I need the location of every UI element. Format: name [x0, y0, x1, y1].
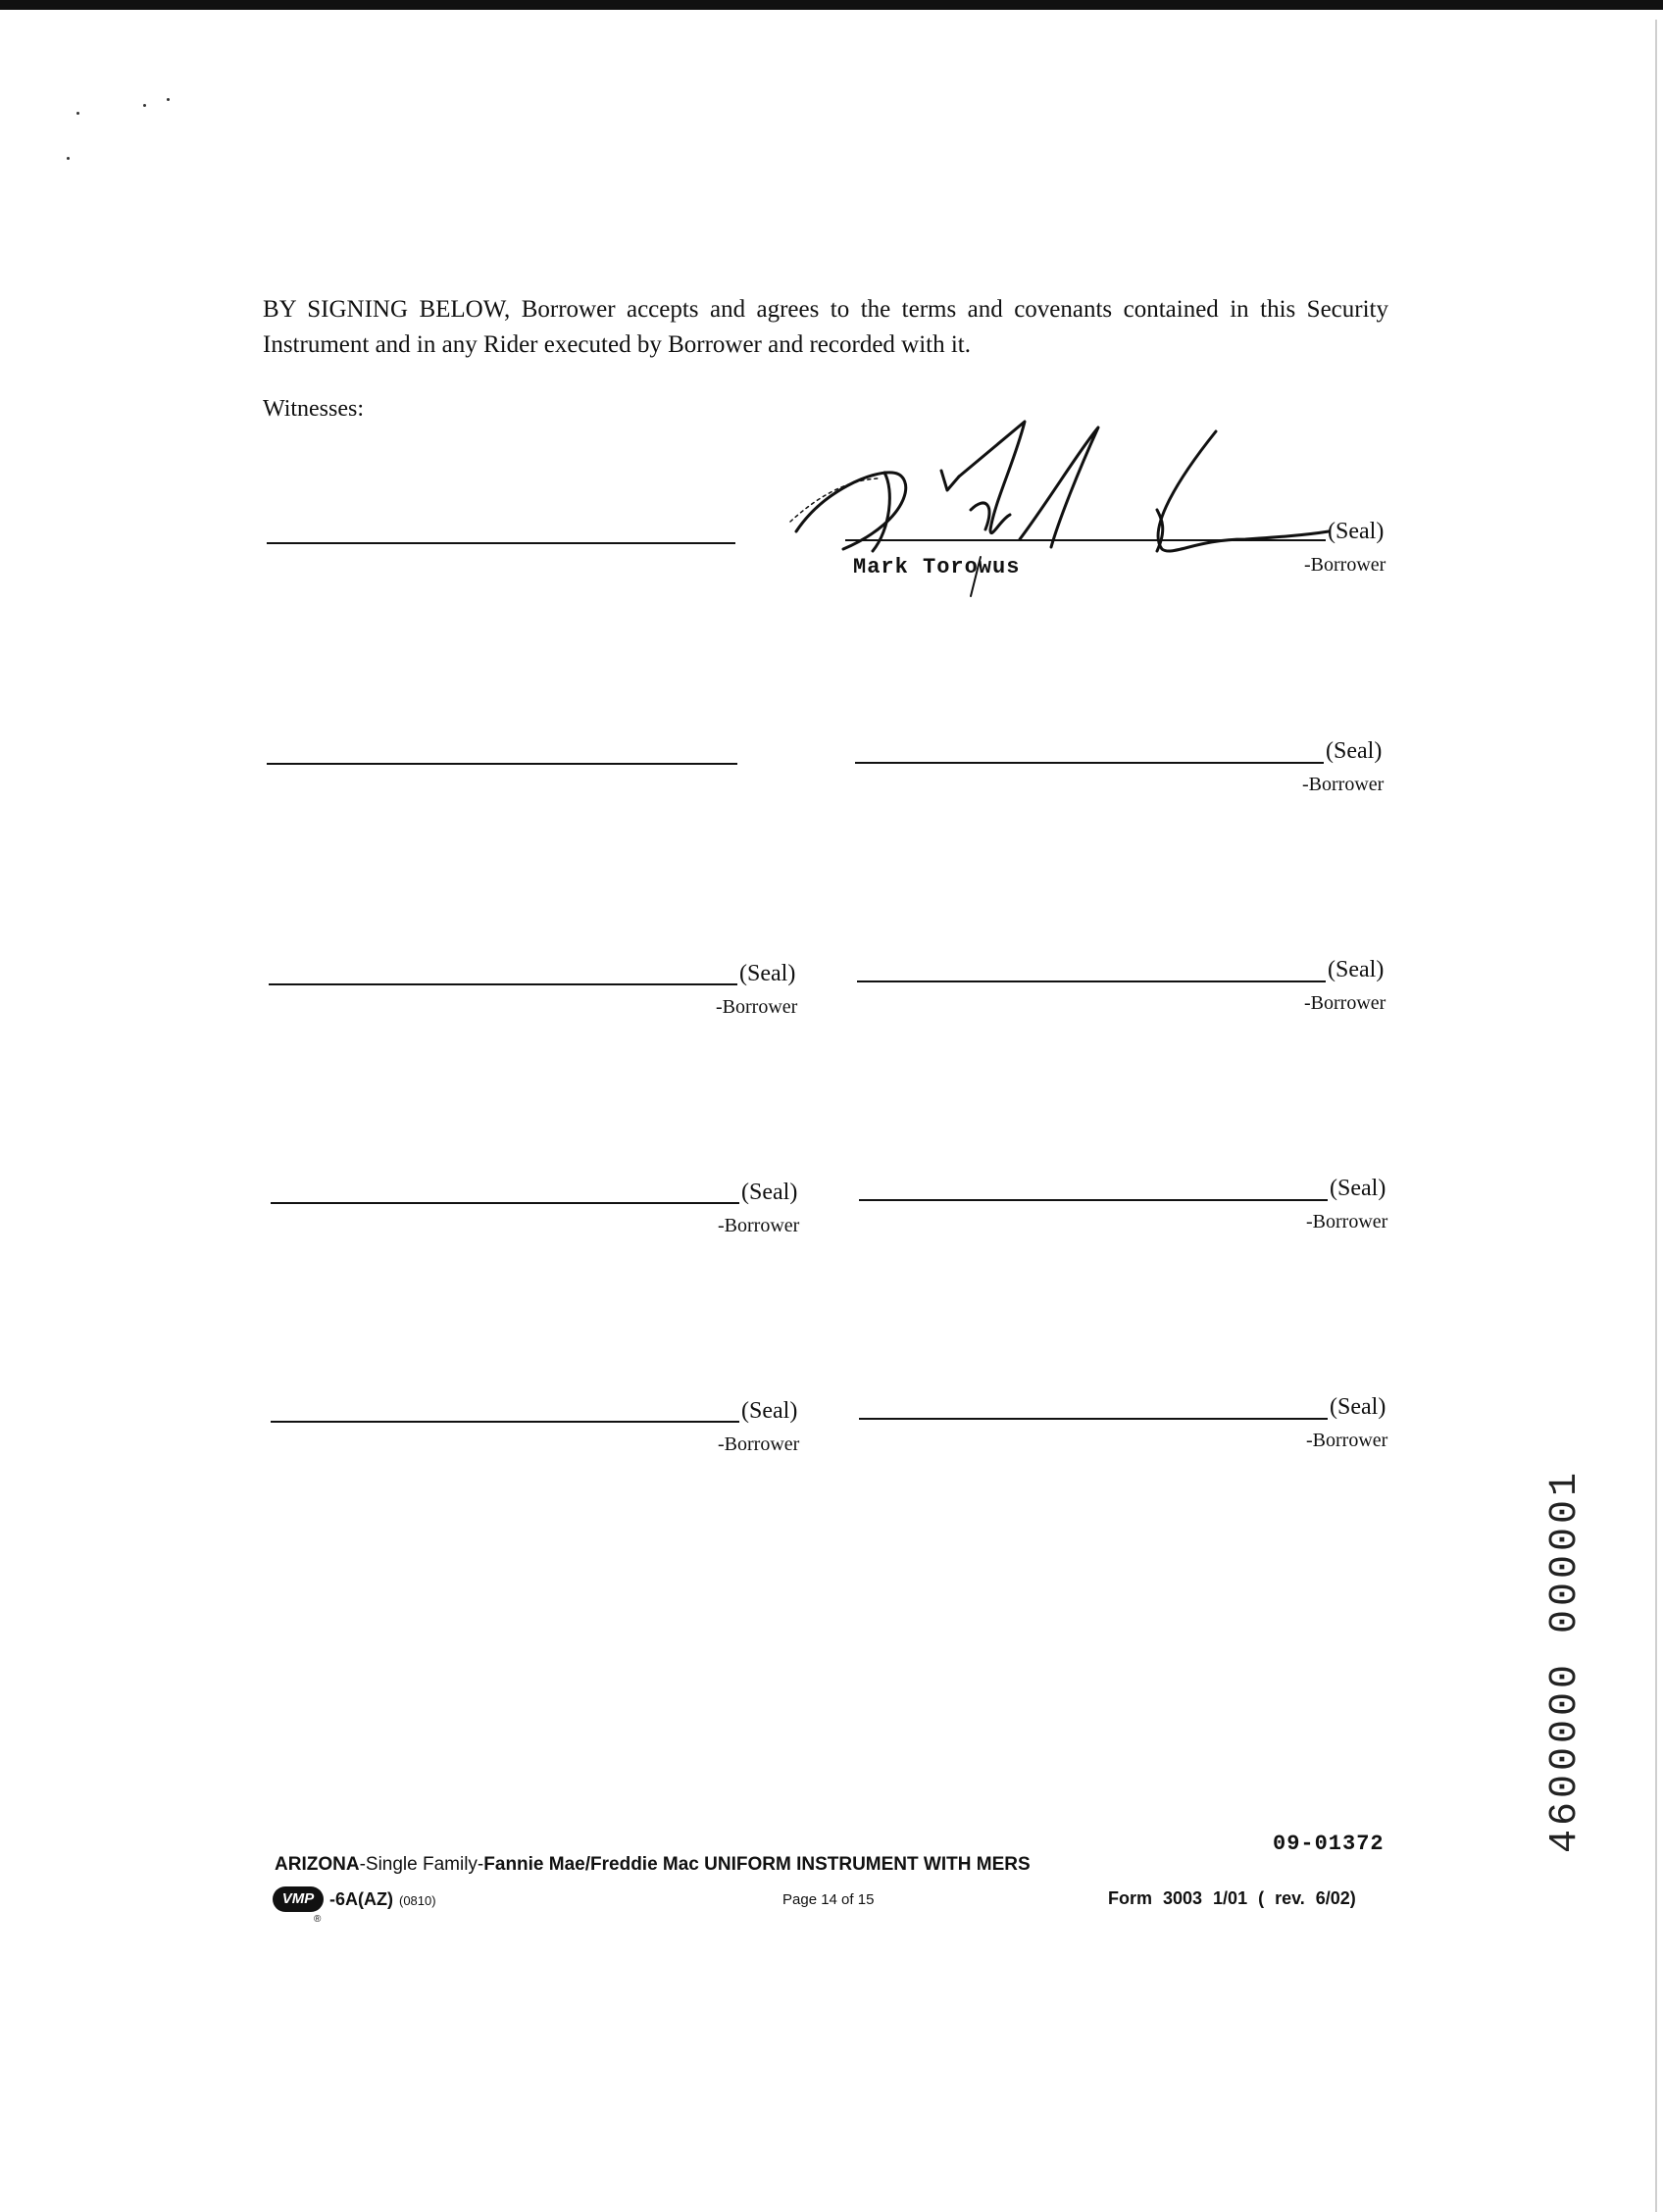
borrower-signature-line [271, 1202, 739, 1204]
borrower-role-label: -Borrower [1304, 554, 1386, 576]
seal-label: (Seal) [1328, 519, 1385, 544]
borrower-signature-line [857, 980, 1326, 982]
signature-stroke [873, 473, 889, 551]
form-footer-title [275, 1854, 1031, 1876]
signature-stroke [959, 422, 1025, 533]
borrower-signature-line [855, 762, 1324, 764]
seal-label: (Seal) [741, 1180, 798, 1205]
document-number: 09-01372 [1273, 1832, 1385, 1856]
scan-right-edge [1655, 20, 1657, 2212]
signature-stroke [941, 471, 959, 490]
borrower-role-label: -Borrower [716, 996, 798, 1018]
scan-speck [67, 157, 70, 160]
scan-speck [167, 98, 170, 101]
footer-title-rest: Fannie Mae/Freddie Mac UNIFORM INSTRUMENT WITH MERS [483, 1854, 1031, 1875]
seal-label: (Seal) [1326, 738, 1383, 764]
scan-speck [76, 112, 79, 115]
witness-signature-line [267, 763, 737, 765]
form-code-version: (0810) [399, 1893, 436, 1908]
signature-stroke [971, 503, 989, 529]
scan-top-border [0, 0, 1663, 10]
borrower-role-label: -Borrower [1304, 992, 1386, 1014]
borrower-signature-line [269, 983, 737, 985]
seal-label: (Seal) [1328, 957, 1385, 982]
borrower-role-label: -Borrower [718, 1215, 800, 1236]
acceptance-paragraph: BY SIGNING BELOW, Borrower accepts and agrees to the terms and covenants contained in this Security Instrument and in any Rider executed by Borrower and recorded with it. [263, 296, 1388, 358]
page-number: Page 14 of 15 [782, 1891, 875, 1908]
witnesses-label: Witnesses: [263, 396, 365, 422]
borrower-signature-line [859, 1199, 1328, 1201]
borrower-role-label: -Borrower [718, 1433, 800, 1455]
vmp-logo: VMP [273, 1886, 324, 1912]
seal-label: (Seal) [1330, 1176, 1386, 1201]
borrower-role-label: -Borrower [1306, 1211, 1388, 1232]
form-code-value: -6A(AZ) [329, 1889, 393, 1909]
signature-stroke [1158, 431, 1329, 551]
borrower-signature-line [271, 1421, 739, 1423]
borrower-typed-name: Mark Torowus [853, 555, 1021, 579]
seal-label: (Seal) [739, 961, 796, 986]
handwritten-signature [784, 412, 1373, 608]
signature-stroke [1020, 427, 1098, 547]
form-number: Form 3003 1/01 ( rev. 6/02) [1108, 1888, 1356, 1908]
side-stamp-number: 4600000 000001 [1543, 1468, 1587, 1853]
scan-speck [143, 104, 146, 107]
witness-signature-line [267, 542, 735, 544]
borrower-role-label: -Borrower [1306, 1430, 1388, 1451]
footer-state: ARIZONA [275, 1854, 360, 1875]
signature-stroke [790, 478, 878, 522]
footer-title-middle: -Single Family- [359, 1854, 484, 1875]
borrower-role-label: -Borrower [1302, 774, 1385, 795]
seal-label: (Seal) [741, 1398, 798, 1424]
registered-mark: ® [314, 1914, 322, 1925]
form-code [329, 1889, 436, 1910]
seal-label: (Seal) [1330, 1394, 1386, 1420]
signature-stroke [971, 557, 981, 596]
borrower-signature-line [859, 1418, 1328, 1420]
